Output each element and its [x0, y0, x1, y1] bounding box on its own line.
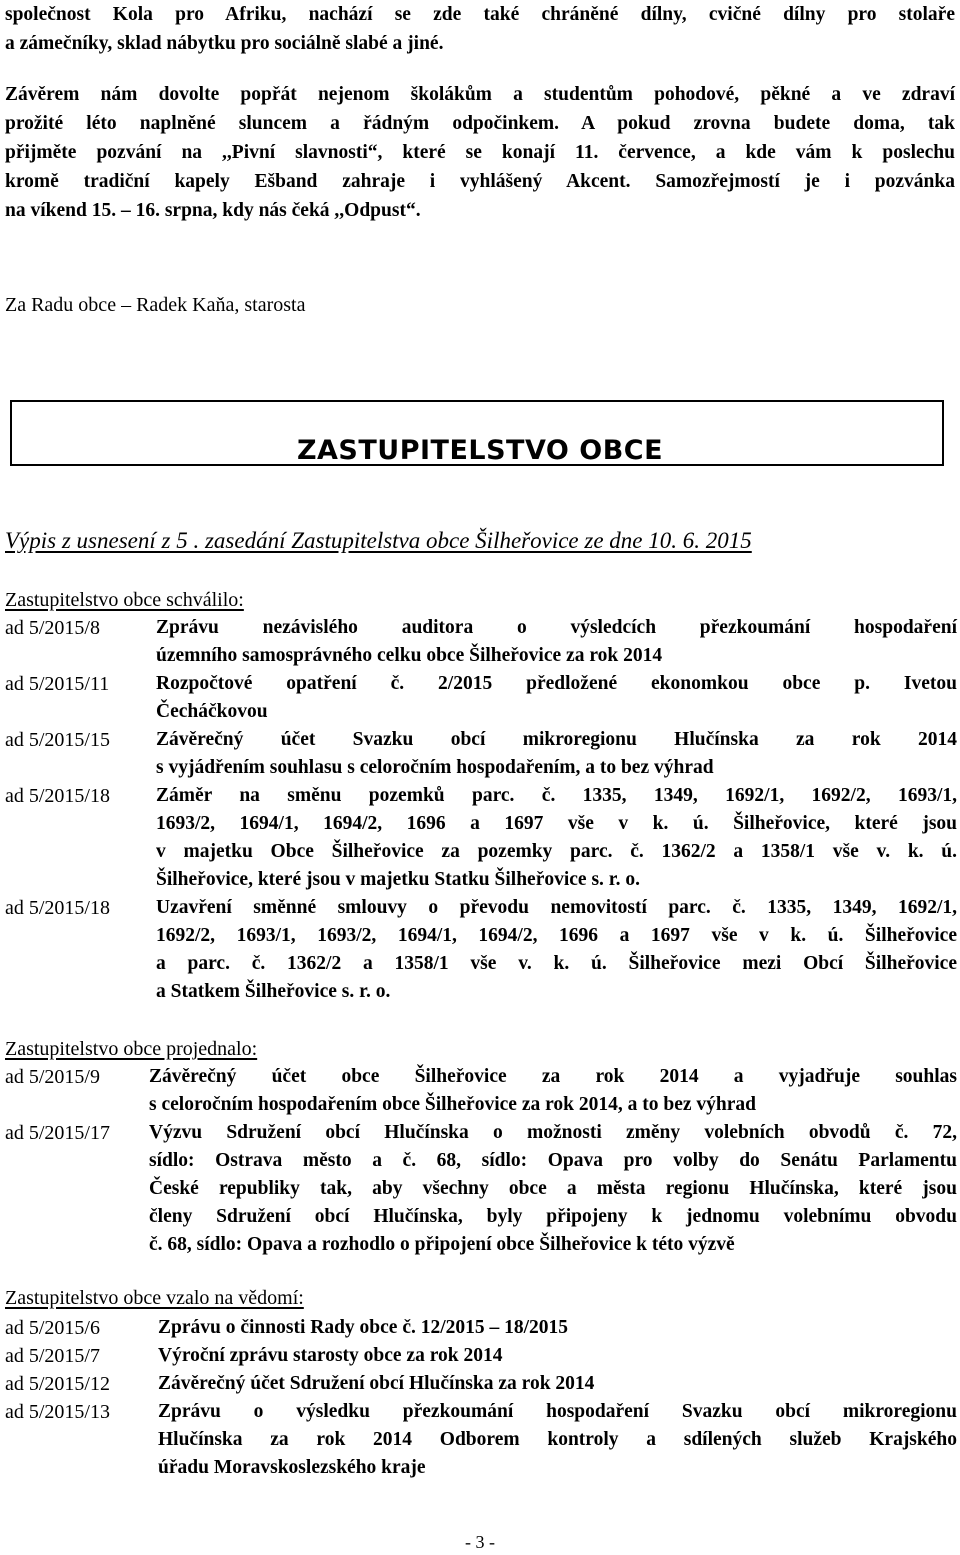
text-line: sídlo: Ostrava město a č. 68, sídlo: Opava pro volby do Senátu Parlamentu: [149, 1150, 957, 1171]
text-line: a parc. č. 1362/2 a 1358/1 vše v. k. ú. Šilheřovice mezi Obcí Šilheřovice: [156, 953, 957, 974]
text-line: Zprávu o činnosti Rady obce č. 12/2015 – 18/2015: [158, 1317, 569, 1338]
resolution-text: [156, 894, 957, 1006]
text-line: Záměr na směnu pozemků parc. č. 1335, 1349, 1692/1, 1692/2, 1693/1,: [156, 785, 957, 806]
text-line: územního samosprávného celku obce Šilheřovice za rok 2014: [156, 645, 663, 666]
approved-list: [5, 614, 957, 1006]
resolution-text: [156, 726, 957, 782]
noted-list: [5, 1314, 957, 1482]
text-line: s celoročním hospodařením obce Šilheřovice za rok 2014, a to bez výhrad: [149, 1094, 756, 1115]
text-line: Šilheřovice, které jsou v majetku Statku Šilheřovice s. r. o.: [156, 869, 641, 890]
text-line: 1693/2, 1694/1, 1694/2, 1696 a 1697 vše v k. ú. Šilheřovice, které jsou: [156, 813, 957, 834]
resolution-item: [5, 726, 957, 782]
text-line: Čecháčkovou: [156, 701, 268, 722]
resolution-code: ad 5/2015/11: [5, 673, 110, 695]
discussed-list: [5, 1063, 957, 1259]
text-line: společnost Kola pro Afriku, nachází se zde také chráněné dílny, cvičné dílny pro stolaře: [5, 4, 955, 25]
resolution-text: [156, 782, 957, 894]
resolution-item: [5, 1314, 957, 1342]
text-line: Výroční zprávu starosty obce za rok 2014: [158, 1345, 503, 1366]
resolution-item: [5, 670, 957, 726]
discussed-heading: Zastupitelstvo obce projednalo:: [5, 1038, 258, 1060]
text-line: Závěrečný účet obce Šilheřovice za rok 2014 a vyjadřuje souhlas: [149, 1066, 957, 1087]
resolution-item: [5, 1398, 957, 1482]
text-line: Závěrem nám dovolte popřát nejenom školákům a studentům pohodové, pěkné a ve zdraví: [5, 84, 955, 105]
text-line: Závěrečný účet Svazku obcí mikroregionu Hlučínska za rok 2014: [156, 729, 957, 750]
resolution-code: ad 5/2015/18: [5, 897, 110, 919]
text-line: s vyjádřením souhlasu s celoročním hospodařením, a to bez výhrad: [156, 757, 714, 778]
resolution-text: [158, 1342, 957, 1370]
resolution-code: ad 5/2015/15: [5, 729, 110, 751]
resolution-code: ad 5/2015/12: [5, 1373, 110, 1395]
page-number: - 3 -: [465, 1532, 495, 1552]
resolution-item: [5, 894, 957, 1006]
text-line: 1692/2, 1693/1, 1693/2, 1694/1, 1694/2, 1696 a 1697 vše v k. ú. Šilheřovice: [156, 925, 957, 946]
resolution-code: ad 5/2015/18: [5, 785, 110, 807]
resolution-subtitle: Výpis z usnesení z 5 . zasedání Zastupitelstva obce Šilheřovice ze dne 10. 6. 2015: [5, 528, 752, 553]
resolution-text: [158, 1398, 957, 1482]
text-line: členy Sdružení obcí Hlučínska, byly připojeny k jednomu volebnímu obvodu: [149, 1206, 957, 1227]
resolution-item: [5, 1119, 957, 1259]
resolution-item: [5, 614, 957, 670]
resolution-code: ad 5/2015/8: [5, 617, 100, 639]
resolution-text: [149, 1063, 957, 1119]
resolution-text: [149, 1119, 957, 1259]
text-line: Zprávu o výsledku přezkoumání hospodaření Svazku obcí mikroregionu: [158, 1401, 957, 1422]
text-line: Rozpočtové opatření č. 2/2015 předložené ekonomkou obce p. Ivetou: [156, 673, 957, 694]
text-line: na víkend 15. – 16. srpna, kdy nás čeká ,,Odpust“.: [5, 200, 421, 221]
text-line: Výzvu Sdružení obcí Hlučínska o možnosti změny volebních obvodů č. 72,: [149, 1122, 957, 1143]
text-line: úřadu Moravskoslezského kraje: [158, 1457, 426, 1478]
text-line: Zprávu nezávislého auditora o výsledcích přezkoumání hospodaření: [156, 617, 957, 638]
text-line: kromě tradiční kapely Ešband zahraje i vyhlášený Akcent. Samozřejmostí je i pozvánka: [5, 171, 955, 192]
text-line: a zámečníky, sklad nábytku pro sociálně slabé a jiné.: [5, 33, 444, 54]
text-line: prožité léto naplněné sluncem a řádným odpočinkem. A pokud zrovna budete doma, tak: [5, 113, 955, 134]
intro-paragraph-2: [5, 80, 955, 225]
text-line: Uzavření směnné smlouvy o převodu nemovitostí parc. č. 1335, 1349, 1692/1,: [156, 897, 957, 918]
resolution-item: [5, 782, 957, 894]
resolution-code: ad 5/2015/13: [5, 1401, 110, 1423]
resolution-text: [158, 1314, 957, 1342]
text-line: č. 68, sídlo: Opava a rozhodlo o připojení obce Šilheřovice k této výzvě: [149, 1234, 735, 1255]
signature: Za Radu obce – Radek Kaňa, starosta: [5, 294, 306, 316]
banner-title: ZASTUPITELSTVO OBCE: [296, 435, 664, 466]
noted-heading: Zastupitelstvo obce vzalo na vědomí:: [5, 1287, 304, 1309]
text-line: v majetku Obce Šilheřovice za pozemky parc. č. 1362/2 a 1358/1 vše v. k. ú.: [156, 841, 957, 862]
resolution-item: [5, 1342, 957, 1370]
resolution-item: [5, 1370, 957, 1398]
text-line: České republiky tak, aby všechny obce a města regionu Hlučínska, které jsou: [149, 1178, 957, 1199]
resolution-item: [5, 1063, 957, 1119]
text-line: a Statkem Šilheřovice s. r. o.: [156, 981, 391, 1002]
text-line: Závěrečný účet Sdružení obcí Hlučínska za rok 2014: [158, 1373, 595, 1394]
text-line: Hlučínska za rok 2014 Odborem kontroly a sdílených služeb Krajského: [158, 1429, 957, 1450]
resolution-code: ad 5/2015/6: [5, 1317, 100, 1339]
resolution-code: ad 5/2015/17: [5, 1122, 110, 1144]
text-line: přijměte pozvání na ,,Pivní slavnosti“, které se konají 11. července, a kde vám k poslechu: [5, 142, 955, 163]
approved-heading: Zastupitelstvo obce schválilo:: [5, 589, 244, 611]
resolution-text: [158, 1370, 957, 1398]
resolution-text: [156, 670, 957, 726]
resolution-code: ad 5/2015/9: [5, 1066, 100, 1088]
resolution-text: [156, 614, 957, 670]
intro-paragraph-1: [5, 0, 955, 58]
resolution-code: ad 5/2015/7: [5, 1345, 100, 1367]
